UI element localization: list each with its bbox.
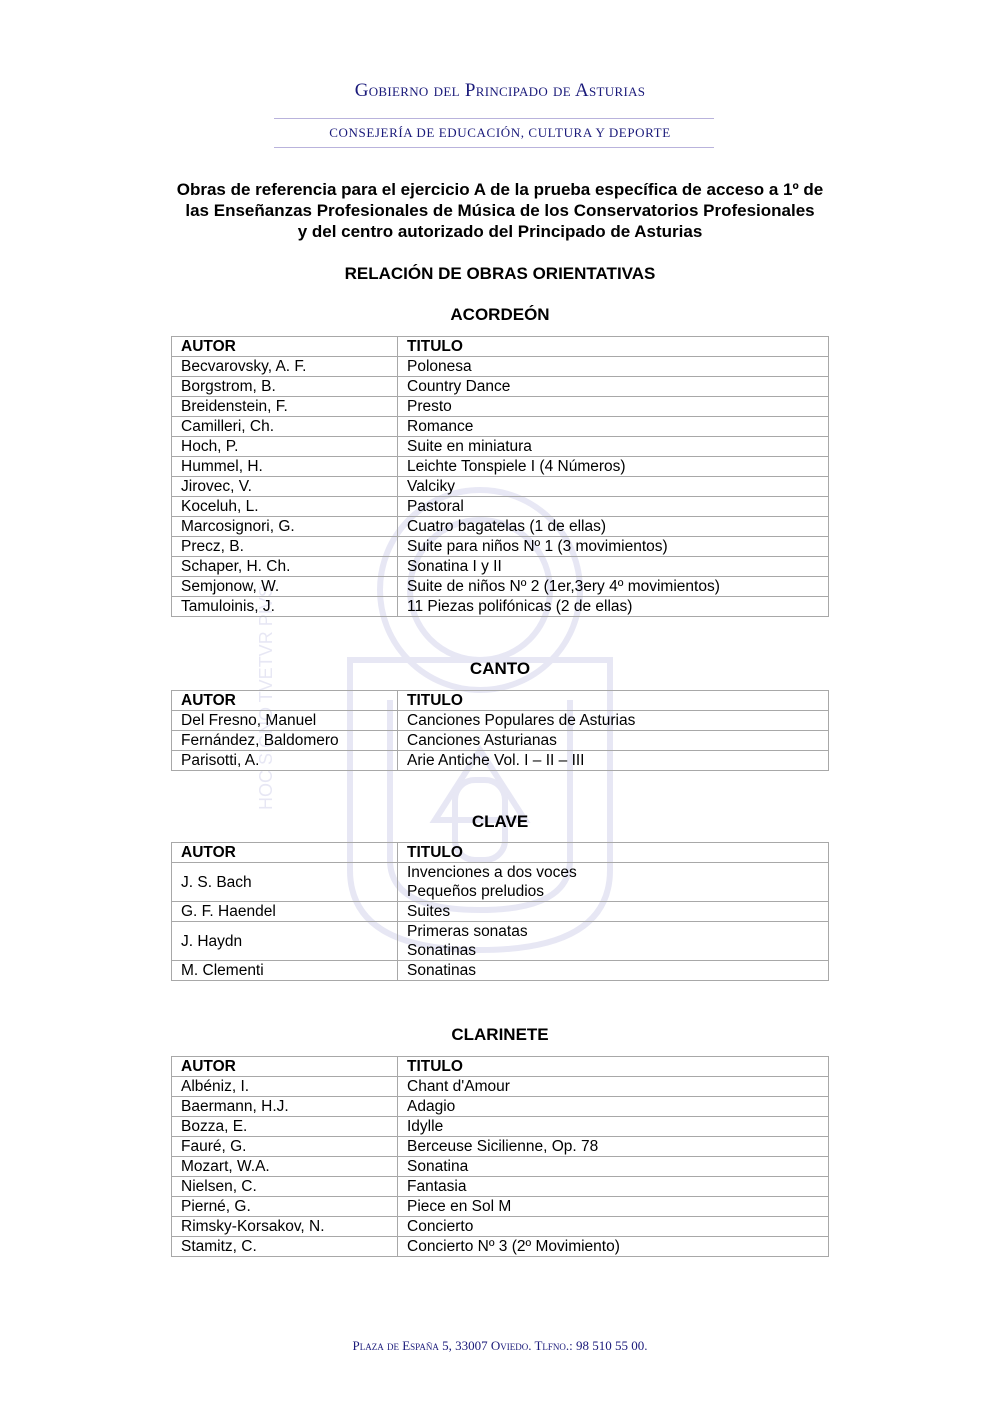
table-row <box>172 1237 829 1257</box>
titulo-line: Berceuse Sicilienne, Op. 78 <box>407 1138 599 1155</box>
titulo-cell <box>398 1157 829 1177</box>
table-row <box>172 1217 829 1237</box>
table-row <box>172 397 829 417</box>
document-heading-line-2: las Enseñanzas Profesionales de Música de los Conservatorios Profesionales <box>185 201 815 220</box>
table-row <box>172 1177 829 1197</box>
titulo-cell <box>398 1097 829 1117</box>
table-row <box>172 597 829 617</box>
titulo-line: Pequeños preludios <box>407 883 545 900</box>
svg-text:HOC SIGNO TVETVR PIVS: HOC SIGNO TVETVR PIVS <box>256 585 276 810</box>
table-row <box>172 1137 829 1157</box>
autor-cell: Tamuloinis, J. <box>172 597 398 617</box>
autor-cell: Becvarovsky, A. F. <box>172 357 398 377</box>
footer-address: Plaza de España 5, 33007 Oviedo. Tlfno.: 98 510 55 00. <box>352 1338 648 1353</box>
titulo-line: Chant d'Amour <box>407 1078 510 1095</box>
titulo-cell <box>398 537 829 557</box>
table-row <box>172 417 829 437</box>
titulo-line: Valciky <box>407 478 455 495</box>
table-row <box>172 961 829 981</box>
titulo-line: Idylle <box>407 1118 444 1135</box>
autor-cell: Hummel, H. <box>172 457 398 477</box>
titulo-line: Country Dance <box>407 378 511 395</box>
titulo-line: Adagio <box>407 1098 456 1115</box>
titulo-line: Pastoral <box>407 498 464 515</box>
titulo-line: Suite de niños Nº 2 (1er,3ery 4º movimientos) <box>407 578 720 595</box>
column-header-titulo: TITULO <box>398 337 829 357</box>
titulo-cell <box>398 1237 829 1257</box>
titulo-line: Piece en Sol M <box>407 1198 512 1215</box>
table-row <box>172 922 829 961</box>
autor-cell: Albéniz, I. <box>172 1077 398 1097</box>
autor-cell: Koceluh, L. <box>172 497 398 517</box>
autor-cell: Semjonow, W. <box>172 577 398 597</box>
table-row <box>172 751 829 771</box>
document-heading-line-3: y del centro autorizado del Principado de Asturias <box>297 222 703 241</box>
letterhead-title: Gobierno del Principado de Asturias <box>354 80 646 101</box>
titulo-line: 11 Piezas polifónicas (2 de ellas) <box>407 598 633 615</box>
titulo-cell <box>398 397 829 417</box>
autor-cell: Fauré, G. <box>172 1137 398 1157</box>
autor-cell: Breidenstein, F. <box>172 397 398 417</box>
titulo-line: Suite para niños Nº 1 (3 movimientos) <box>407 538 668 555</box>
table-row <box>172 457 829 477</box>
titulo-line: Presto <box>407 398 452 415</box>
titulo-cell <box>398 1137 829 1157</box>
table-clave <box>171 842 829 981</box>
titulo-line: Sonatinas <box>407 942 476 959</box>
titulo-cell <box>398 902 829 922</box>
document-heading-line-1: Obras de referencia para el ejercicio A de la prueba específica de acceso a 1º de <box>176 180 824 199</box>
titulo-line: Leichte Tonspiele I (4 Números) <box>407 458 626 475</box>
column-header-titulo: TITULO <box>398 1057 829 1077</box>
titulo-line: Fantasia <box>407 1178 467 1195</box>
titulo-cell <box>398 517 829 537</box>
titulo-cell <box>398 497 829 517</box>
titulo-cell <box>398 377 829 397</box>
autor-cell: Pierné, G. <box>172 1197 398 1217</box>
autor-cell: Fernández, Baldomero <box>172 731 398 751</box>
table-row <box>172 902 829 922</box>
autor-cell: Baermann, H.J. <box>172 1097 398 1117</box>
titulo-cell <box>398 417 829 437</box>
titulo-cell <box>398 597 829 617</box>
table-header-row <box>172 691 829 711</box>
titulo-line: Arie Antiche Vol. I – II – III <box>407 752 585 769</box>
titulo-cell <box>398 961 829 981</box>
letterhead-rule-bottom <box>274 147 714 148</box>
autor-cell: Borgstrom, B. <box>172 377 398 397</box>
autor-cell: M. Clementi <box>172 961 398 981</box>
autor-cell: Stamitz, C. <box>172 1237 398 1257</box>
autor-cell: Mozart, W.A. <box>172 1157 398 1177</box>
table-row <box>172 1157 829 1177</box>
table-row <box>172 377 829 397</box>
table-row <box>172 497 829 517</box>
table-row <box>172 1197 829 1217</box>
autor-cell: Del Fresno, Manuel <box>172 711 398 731</box>
table-row <box>172 517 829 537</box>
table-row <box>172 577 829 597</box>
subheading: RELACIÓN DE OBRAS ORIENTATIVAS <box>344 264 656 283</box>
titulo-line: Canciones Populares de Asturias <box>407 712 636 729</box>
titulo-cell <box>398 863 829 902</box>
titulo-cell <box>398 1177 829 1197</box>
titulo-line: Polonesa <box>407 358 472 375</box>
titulo-line: Canciones Asturianas <box>407 732 557 749</box>
titulo-cell <box>398 1117 829 1137</box>
autor-cell: J. Haydn <box>172 922 398 961</box>
titulo-cell <box>398 1217 829 1237</box>
table-row <box>172 731 829 751</box>
autor-cell: Jirovec, V. <box>172 477 398 497</box>
autor-cell: Bozza, E. <box>172 1117 398 1137</box>
table-header-row <box>172 337 829 357</box>
section-title-acordeon: ACORDEÓN <box>450 305 550 324</box>
table-row <box>172 477 829 497</box>
titulo-cell <box>398 437 829 457</box>
autor-cell: Hoch, P. <box>172 437 398 457</box>
titulo-cell <box>398 577 829 597</box>
autor-cell: Rimsky-Korsakov, N. <box>172 1217 398 1237</box>
table-row <box>172 557 829 577</box>
autor-cell: Nielsen, C. <box>172 1177 398 1197</box>
table-row <box>172 863 829 902</box>
autor-cell: Camilleri, Ch. <box>172 417 398 437</box>
titulo-line: Suites <box>407 903 451 920</box>
table-row <box>172 1117 829 1137</box>
autor-cell: Precz, B. <box>172 537 398 557</box>
section-title-canto: CANTO <box>469 659 531 678</box>
titulo-line: Concierto Nº 3 (2º Movimiento) <box>407 1238 620 1255</box>
letterhead-subtitle: CONSEJERÍA DE EDUCACIÓN, CULTURA Y DEPORTE <box>329 125 671 140</box>
table-row <box>172 1077 829 1097</box>
column-header-titulo: TITULO <box>398 843 829 863</box>
titulo-cell <box>398 357 829 377</box>
titulo-line: Sonatinas <box>407 962 476 979</box>
titulo-cell <box>398 922 829 961</box>
table-row <box>172 1097 829 1117</box>
titulo-cell <box>398 457 829 477</box>
table-row <box>172 711 829 731</box>
titulo-line: Sonatina I y II <box>407 558 502 575</box>
titulo-line: Cuatro bagatelas (1 de ellas) <box>407 518 607 535</box>
table-row <box>172 537 829 557</box>
table-acordeon <box>171 336 829 617</box>
table-header-row <box>172 843 829 863</box>
autor-cell: Marcosignori, G. <box>172 517 398 537</box>
titulo-line: Sonatina <box>407 1158 469 1175</box>
table-clarinete <box>171 1056 829 1257</box>
column-header-titulo: TITULO <box>398 691 829 711</box>
section-title-clave: CLAVE <box>471 812 529 831</box>
titulo-cell <box>398 711 829 731</box>
titulo-cell <box>398 1197 829 1217</box>
table-row <box>172 357 829 377</box>
table-canto <box>171 690 829 771</box>
titulo-cell <box>398 557 829 577</box>
titulo-cell <box>398 1077 829 1097</box>
titulo-line: Primeras sonatas <box>407 923 528 940</box>
table-header-row <box>172 1057 829 1077</box>
autor-cell: G. F. Haendel <box>172 902 398 922</box>
autor-cell: J. S. Bach <box>172 863 398 902</box>
titulo-line: Suite en miniatura <box>407 438 532 455</box>
column-header-autor: AUTOR <box>172 1057 398 1077</box>
section-title-clarinete: CLARINETE <box>451 1025 549 1044</box>
column-header-autor: AUTOR <box>172 691 398 711</box>
autor-cell: Parisotti, A. <box>172 751 398 771</box>
table-row <box>172 437 829 457</box>
titulo-line: Romance <box>407 418 474 435</box>
titulo-cell <box>398 731 829 751</box>
column-header-autor: AUTOR <box>172 843 398 863</box>
autor-cell: Schaper, H. Ch. <box>172 557 398 577</box>
column-header-autor: AUTOR <box>172 337 398 357</box>
titulo-line: Concierto <box>407 1218 474 1235</box>
titulo-line: Invenciones a dos voces <box>407 864 577 881</box>
titulo-cell <box>398 477 829 497</box>
titulo-cell <box>398 751 829 771</box>
letterhead-rule-top <box>274 118 714 119</box>
